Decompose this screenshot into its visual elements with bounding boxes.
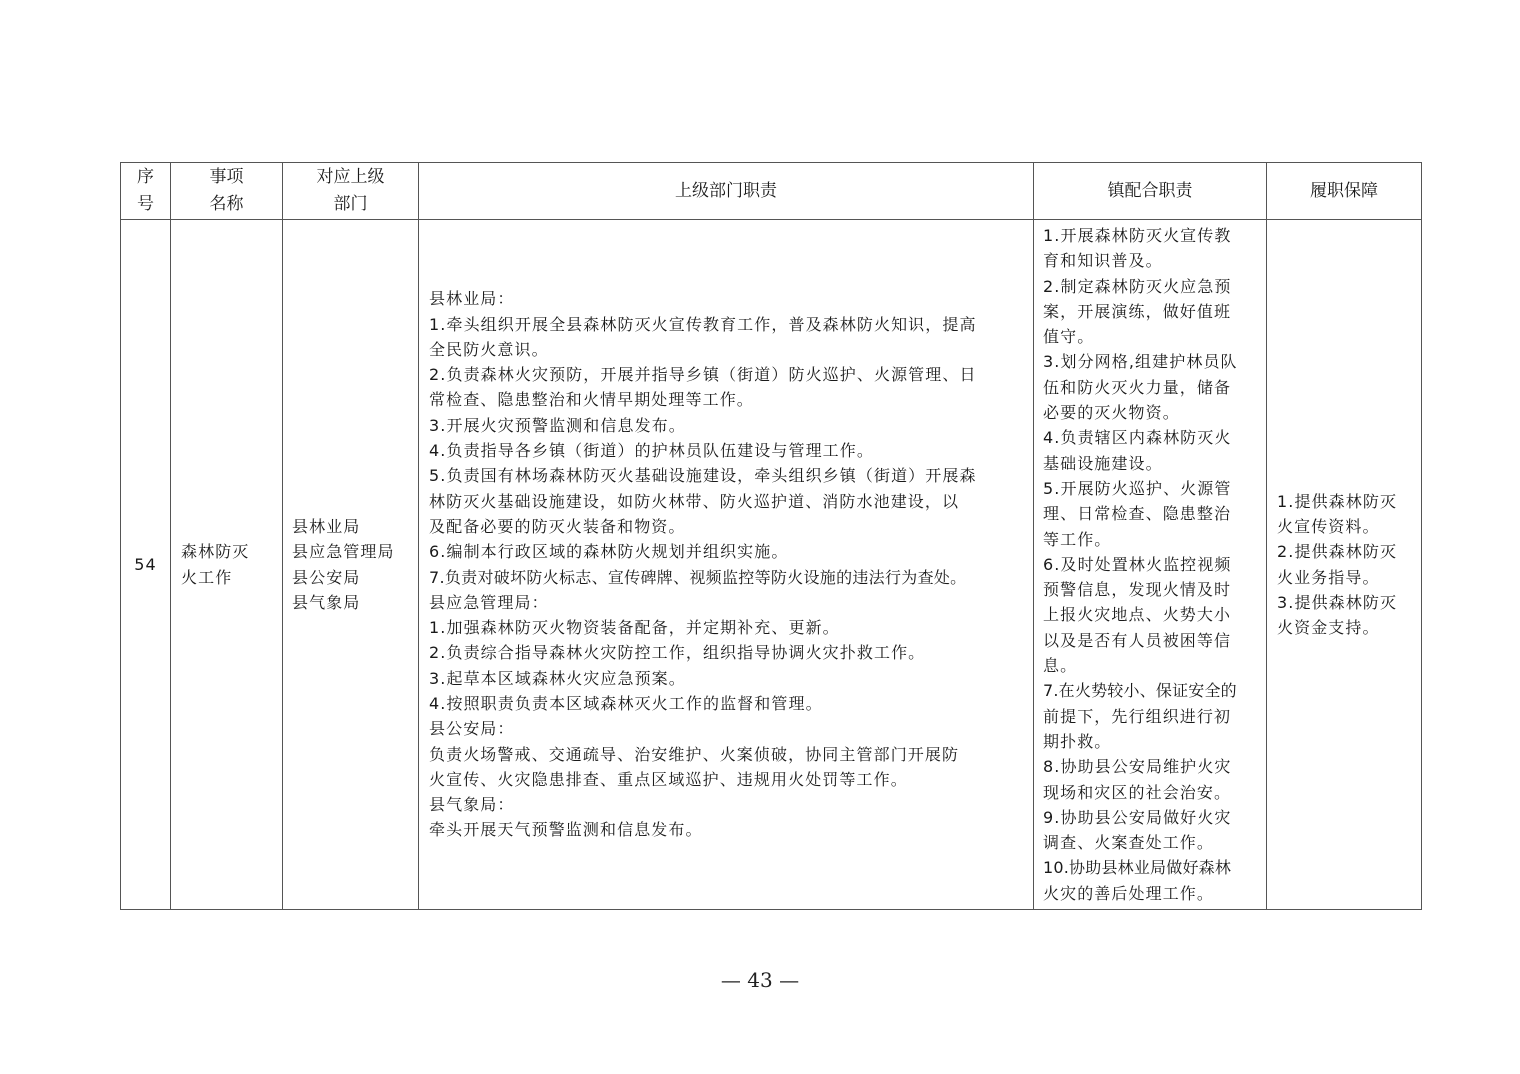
header-name — [171, 163, 283, 220]
duty-line: 牵头开展天气预警监测和信息发布。 — [429, 820, 703, 840]
header-duty-line: 上级部门职责 — [675, 180, 777, 201]
duty-line: 及配备必要的防灭火装备和物资。 — [429, 516, 686, 536]
header-dept-line: 对应上级 — [316, 167, 385, 187]
town-line: 前提下，先行组织进行初 — [1043, 706, 1232, 726]
town-line: 基础设施建设。 — [1043, 453, 1163, 473]
duty-line: 火宣传、火灾隐患排查、重点区域巡护、违规用火处罚等工作。 — [429, 769, 908, 789]
header-town-line: 镇配合职责 — [1107, 180, 1193, 201]
header-seq-line: 号 — [137, 194, 154, 214]
dept-line: 县气象局 — [292, 592, 361, 612]
duty-line: 2.负责综合指导森林火灾防控工作，组织指导协调火灾扑救工作。 — [429, 643, 926, 663]
duty-line: 3.开展火灾预警监测和信息发布。 — [429, 415, 686, 435]
cell-name — [171, 220, 283, 910]
duty-line: 县公安局： — [429, 719, 515, 739]
duty-line: 6.编制本行政区域的森林防火规划并组织实施。 — [429, 542, 789, 562]
duty-line: 1.加强森林防灭火物资装备配备，并定期补充、更新。 — [429, 618, 840, 638]
town-line: 案，开展演练，做好值班 — [1043, 301, 1232, 321]
town-line: 理、日常检查、隐患整治 — [1043, 504, 1232, 524]
cell-duty — [419, 220, 1034, 910]
name-line: 森林防灭 — [181, 542, 250, 562]
header-name-line: 事项 — [209, 167, 244, 187]
duty-line: 1.牵头组织开展全县森林防灭火宣传教育工作，普及森林防火知识，提高 — [429, 314, 977, 334]
guarantee-line: 火宣传资料。 — [1277, 516, 1380, 536]
town-line: 5.开展防火巡护、火源管 — [1043, 478, 1232, 498]
town-line: 调查、火案查处工作。 — [1043, 833, 1215, 853]
duty-line: 县应急管理局： — [429, 592, 549, 612]
header-guarantee — [1267, 163, 1422, 220]
dept-line: 县林业局 — [292, 516, 361, 536]
guarantee-line: 3.提供森林防灭 — [1277, 592, 1398, 612]
header-dept — [283, 163, 419, 220]
header-duty — [419, 163, 1034, 220]
duty-line: 4.负责指导各乡镇（街道）的护林员队伍建设与管理工作。 — [429, 441, 874, 461]
header-seq-line: 序 — [137, 167, 154, 187]
duty-table — [120, 162, 1422, 910]
header-seq — [121, 163, 171, 220]
town-line: 7.在火势较小、保证安全的 — [1043, 681, 1237, 701]
table-row — [121, 220, 1422, 910]
name-line: 火工作 — [181, 567, 233, 587]
town-line: 1.开展森林防灭火宣传教 — [1043, 225, 1232, 245]
guarantee-line: 1.提供森林防灭 — [1277, 491, 1398, 511]
town-line: 4.负责辖区内森林防灭火 — [1043, 428, 1232, 448]
town-line: 现场和灾区的社会治安。 — [1043, 782, 1232, 802]
duty-line: 3.起草本区域森林火灾应急预案。 — [429, 668, 686, 688]
duty-line: 7.负责对破坏防火标志、宣传碑牌、视频监控等防火设施的违法行为查处。 — [429, 567, 967, 587]
town-line: 2.制定森林防灭火应急预 — [1043, 276, 1232, 296]
table-header-row — [121, 163, 1422, 220]
cell-guarantee — [1267, 220, 1422, 910]
town-line: 息。 — [1043, 656, 1078, 676]
cell-town — [1034, 220, 1267, 910]
duty-line: 5.负责国有林场森林防灭火基础设施建设，牵头组织乡镇（街道）开展森 — [429, 466, 977, 486]
dept-line: 县应急管理局 — [292, 542, 395, 562]
guarantee-line: 火业务指导。 — [1277, 567, 1380, 587]
town-line: 9.协助县公安局做好火灾 — [1043, 807, 1232, 827]
town-line: 3.划分网格,组建护林员队 — [1043, 352, 1238, 372]
duty-line: 县气象局： — [429, 795, 515, 815]
town-line: 期扑救。 — [1043, 731, 1112, 751]
cell-dept — [283, 220, 419, 910]
header-guarantee-line: 履职保障 — [1310, 180, 1378, 201]
town-line: 值守。 — [1043, 327, 1095, 347]
page-number: — 43 — — [720, 968, 800, 992]
header-town — [1034, 163, 1267, 220]
cell-seq: 54 — [121, 220, 171, 910]
duty-line: 2.负责森林火灾预防，开展并指导乡镇（街道）防火巡护、火源管理、日 — [429, 365, 977, 385]
town-line: 等工作。 — [1043, 529, 1112, 549]
duty-line: 常检查、隐患整治和火情早期处理等工作。 — [429, 390, 754, 410]
town-line: 育和知识普及。 — [1043, 251, 1163, 271]
town-line: 火灾的善后处理工作。 — [1043, 883, 1215, 903]
town-line: 10.协助县林业局做好森林 — [1043, 858, 1232, 878]
duty-line: 负责火场警戒、交通疏导、治安维护、火案侦破，协同主管部门开展防 — [429, 744, 960, 764]
town-line: 预警信息，发现火情及时 — [1043, 580, 1232, 600]
guarantee-line: 火资金支持。 — [1277, 618, 1380, 638]
duty-line: 4.按照职责负责本区域森林灭火工作的监督和管理。 — [429, 693, 823, 713]
header-name-line: 名称 — [209, 194, 244, 214]
duty-line: 全民防火意识。 — [429, 339, 549, 359]
town-line: 必要的灭火物资。 — [1043, 403, 1180, 423]
town-line: 以及是否有人员被困等信 — [1043, 630, 1232, 650]
guarantee-line: 2.提供森林防灭 — [1277, 542, 1398, 562]
town-line: 6.及时处置林火监控视频 — [1043, 554, 1232, 574]
town-line: 上报火灾地点、火势大小 — [1043, 605, 1232, 625]
town-line: 伍和防火灭火力量，储备 — [1043, 377, 1232, 397]
town-line: 8.协助县公安局维护火灾 — [1043, 757, 1232, 777]
header-dept-line: 部门 — [333, 194, 368, 214]
duty-line: 县林业局： — [429, 289, 515, 309]
dept-line: 县公安局 — [292, 567, 361, 587]
duty-line: 林防灭火基础设施建设，如防火林带、防火巡护道、消防水池建设，以 — [429, 491, 960, 511]
